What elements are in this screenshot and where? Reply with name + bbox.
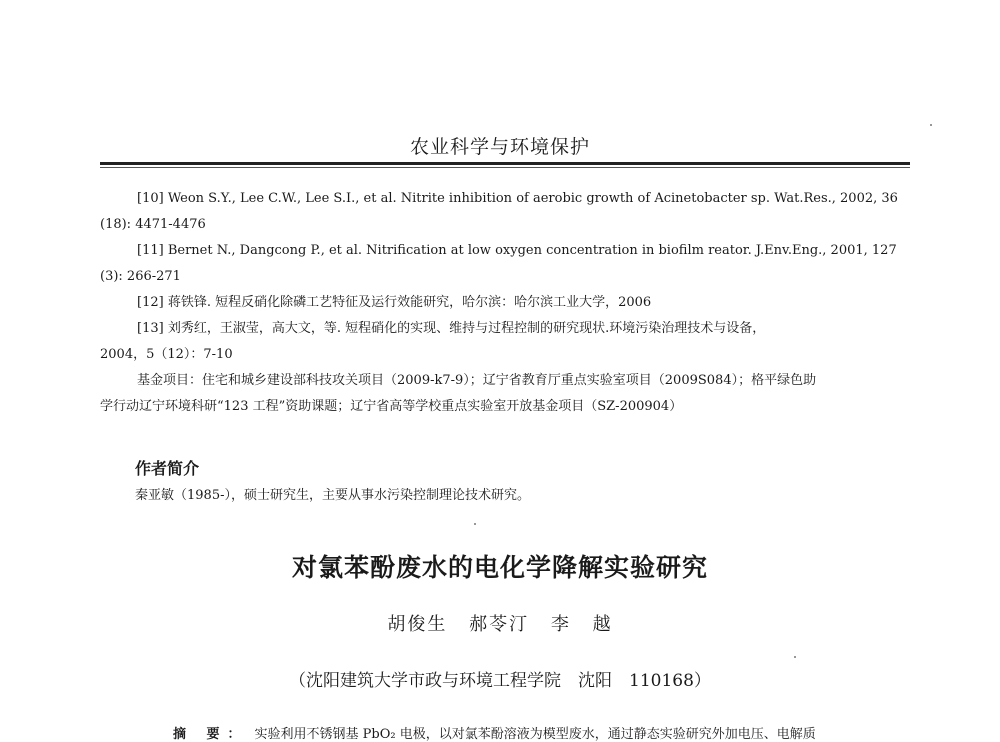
reference-line: [12] 蒋铁锋. 短程反硝化除磷工艺特征及运行效能研究，哈尔滨：哈尔滨工业大学，2006 xyxy=(137,295,652,310)
reference-line: [11] Bernet N., Dangcong P., et al. Nitrification at low oxygen concentration in biofilm reator. J.Env.Eng., 2001, 127 xyxy=(137,243,897,258)
reference-line: (18): 4471-4476 xyxy=(100,217,206,232)
section-title: 农业科学与环境保护 xyxy=(409,136,590,158)
header-rule-thick xyxy=(100,162,910,165)
funding-note xyxy=(100,368,910,420)
reference-line: [13] 刘秀红，王淑莹，高大文，等. 短程硝化的实现、维持与过程控制的研究现状.环境污染治理技术与设备， xyxy=(137,321,766,336)
abstract-line xyxy=(173,723,816,742)
reference-line: [10] Weon S.Y., Lee C.W., Lee S.I., et al. Nitrite inhibition of aerobic growth of Acinetobacter sp. Wat.Res., 2002, 36 xyxy=(137,191,898,206)
abstract-text: 实验利用不锈钢基 PbO₂ 电极，以对氯苯酚溶液为模型废水，通过静态实验研究外加电压、电解质 xyxy=(254,727,816,742)
scan-speck xyxy=(794,656,796,658)
abstract-label: 摘 要： xyxy=(173,727,249,742)
funding-line: 学行动辽宁环境科研“123 工程”资助课题；辽宁省高等学校重点实验室开放基金项目（SZ-200904） xyxy=(100,399,683,414)
author-bio-heading: 作者简介 xyxy=(135,459,200,478)
header-rule-thin xyxy=(100,167,910,168)
author-bio-text: 秦亚敏（1985-），硕士研究生，主要从事水污染控制理论技术研究。 xyxy=(135,488,530,503)
reference-item xyxy=(100,290,910,316)
reference-item xyxy=(100,186,910,238)
paper-authors: 胡俊生 郝苓汀 李 越 xyxy=(387,614,613,635)
reference-line: (3): 266-271 xyxy=(100,269,181,284)
reference-item xyxy=(100,238,910,290)
reference-item xyxy=(100,316,910,368)
paper-title: 对氯苯酚废水的电化学降解实验研究 xyxy=(291,553,708,582)
scan-speck xyxy=(474,523,476,525)
paper-affiliation: （沈阳建筑大学市政与环境工程学院 沈阳 110168） xyxy=(289,671,711,691)
funding-line: 基金项目：住宅和城乡建设部科技攻关项目（2009-k7-9）；辽宁省教育厅重点实验室项目（2009S084）；格平绿色助 xyxy=(137,373,817,388)
scan-speck xyxy=(930,124,932,126)
reference-line: 2004，5（12）：7-10 xyxy=(100,347,233,362)
